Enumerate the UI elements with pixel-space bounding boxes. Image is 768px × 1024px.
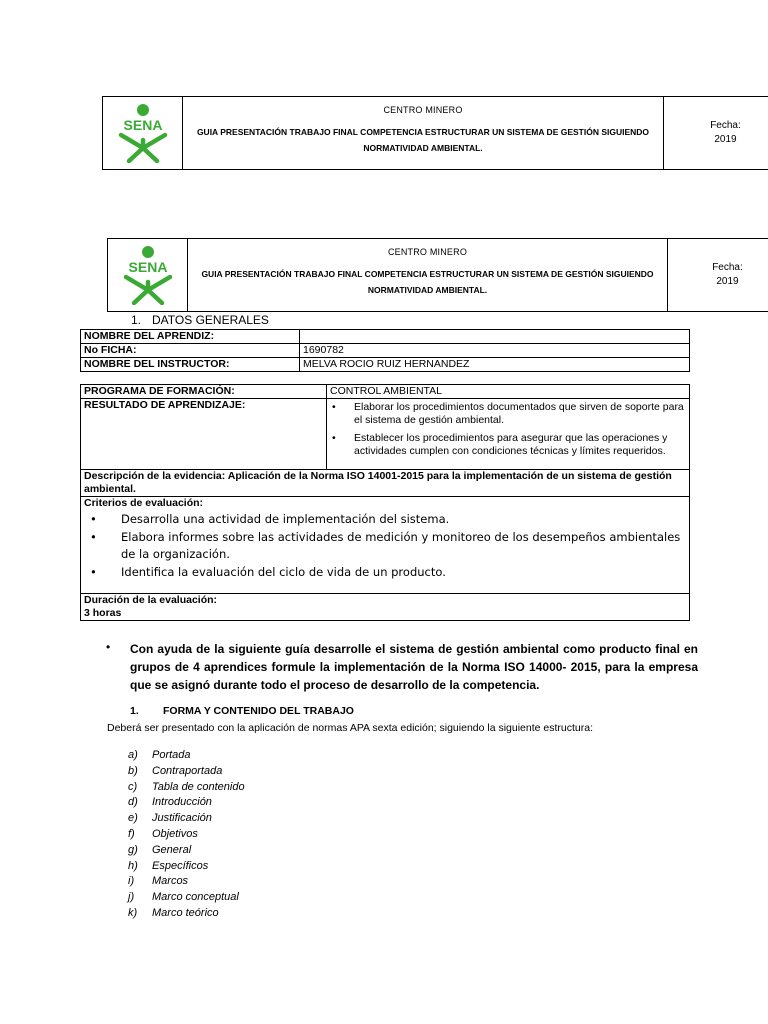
sena-logo-icon <box>115 103 171 163</box>
fecha-label: Fecha: <box>712 262 743 273</box>
guide-title-line2: NORMATIVIDAD AMBIENTAL. <box>363 143 483 153</box>
sena-logo <box>103 97 183 169</box>
list-letter: d) <box>128 796 138 809</box>
header-title-cell <box>188 239 668 311</box>
sena-logo-second <box>108 239 188 311</box>
table-row <box>81 358 690 372</box>
list-text: Contraportada <box>152 764 223 777</box>
criterios-label: Criterios de evaluación: <box>84 497 204 509</box>
table-row <box>81 344 690 358</box>
list-item <box>128 811 245 827</box>
instructor-value: MELVA ROCIO RUIZ HERNANDEZ <box>300 358 690 372</box>
list-text: Específicos <box>152 859 209 872</box>
list-letter: j) <box>128 891 135 904</box>
fecha-value: 2019 <box>716 276 739 287</box>
list-letter: c) <box>128 780 138 793</box>
fecha-label: Fecha: <box>710 120 741 131</box>
fecha-value: 2019 <box>714 134 737 145</box>
programa-label: PROGRAMA DE FORMACIÓN: <box>81 385 327 399</box>
header-block-top <box>102 96 768 170</box>
table-row <box>81 385 690 399</box>
list-letter: i) <box>128 875 135 888</box>
resultado-item: • Elaborar los procedimientos documentados que sirven de soporte para el sistema de gestión ambiental. <box>330 401 686 427</box>
aprendiz-value <box>300 330 690 344</box>
forma-section-number: 1. <box>130 705 139 717</box>
aprendiz-label: NOMBRE DEL APRENDIZ: <box>81 330 300 344</box>
table-row <box>81 594 690 621</box>
section-number: 1. <box>131 313 142 327</box>
datos-generales-table <box>80 329 690 372</box>
forma-section-title: FORMA Y CONTENIDO DEL TRABAJO <box>163 705 354 717</box>
table-row <box>81 330 690 344</box>
guide-title-line1: GUIA PRESENTACIÓN TRABAJO FINAL COMPETENCIA ESTRUCTURAR UN SISTEMA DE GESTIÓN SIGUIENDO <box>196 127 650 137</box>
list-letter: h) <box>128 859 138 872</box>
criterio-item: • Desarrolla una actividad de implementación del sistema. <box>84 511 686 528</box>
list-text: General <box>152 843 192 856</box>
forma-intro: Deberá ser presentado con la aplicación de normas APA sexta edición; siguiendo la siguiente estructura: <box>107 722 594 734</box>
section-title: DATOS GENERALES <box>152 313 269 327</box>
list-item <box>128 874 245 890</box>
center-title: CENTRO MINERO <box>387 247 468 257</box>
table-row <box>81 399 690 470</box>
list-text: Tabla de contenido <box>152 780 245 793</box>
duracion-label: Duración de la evaluación: <box>84 594 218 606</box>
header-date-cell <box>664 97 768 169</box>
list-text: Marco teórico <box>152 906 219 919</box>
table-row <box>81 470 690 497</box>
criterio-item: • Identifica la evaluación del ciclo de vida de un producto. <box>84 564 686 581</box>
duracion-value: 3 horas <box>84 607 122 619</box>
programa-value: CONTROL AMBIENTAL <box>327 385 690 399</box>
descripcion-evidencia: Descripción de la evidencia: Aplicación de la Norma ISO 14001-2015 para la implementación de un sistema de gestión ambiental. <box>81 470 690 497</box>
ficha-label: No FICHA: <box>81 344 300 358</box>
sena-logo-text: SENA <box>128 259 167 275</box>
list-text: Portada <box>152 749 191 761</box>
list-text: Marcos <box>152 875 189 888</box>
programa-table <box>80 384 690 621</box>
resultado-label: RESULTADO DE APRENDIZAJE: <box>81 399 327 470</box>
list-text: Introducción <box>152 796 212 809</box>
header-title-cell <box>183 97 664 169</box>
guide-title-line1: GUIA PRESENTACIÓN TRABAJO FINAL COMPETENCIA ESTRUCTURAR UN SISTEMA DE GESTIÓN SIGUIENDO <box>201 269 654 279</box>
list-letter: a) <box>128 749 138 761</box>
list-letter: g) <box>128 843 138 856</box>
instruction-paragraph: Con ayuda de la siguiente guía desarrolle el sistema de gestión ambiental como producto final en grupos de 4 aprendices formule la implementación de la Norma ISO 14000- 2015, para la empresa que se asignó durante todo el proceso de desarrollo de la competencia. <box>130 642 698 692</box>
list-letter: k) <box>128 906 138 919</box>
sena-logo-text: SENA <box>123 117 162 133</box>
header-date-cell <box>668 239 768 311</box>
guide-title-line2: NORMATIVIDAD AMBIENTAL. <box>367 285 488 295</box>
list-letter: e) <box>128 812 138 825</box>
criterio-item: • Elabora informes sobre las actividades de medición y monitoreo de los desempeños ambientales de la organización. <box>84 529 686 563</box>
center-title: CENTRO MINERO <box>383 105 463 115</box>
resultados-cell <box>327 399 690 470</box>
table-row <box>81 497 690 594</box>
list-text: Marco conceptual <box>152 891 239 904</box>
duracion-cell <box>81 594 690 621</box>
structure-list <box>128 748 245 922</box>
criterios-cell <box>81 497 690 594</box>
list-item <box>128 780 245 796</box>
sena-logo-icon <box>120 245 176 305</box>
list-item <box>128 906 245 922</box>
list-letter: b) <box>128 764 138 777</box>
list-item <box>128 764 245 780</box>
instructor-label: NOMBRE DEL INSTRUCTOR: <box>81 358 300 372</box>
list-item <box>128 843 245 859</box>
list-item <box>128 859 245 875</box>
list-item <box>128 748 245 764</box>
ficha-value: 1690782 <box>300 344 690 358</box>
instruction-bullet: • <box>106 640 111 654</box>
list-text: Objetivos <box>152 827 198 840</box>
list-item <box>128 827 245 843</box>
resultado-item: • Establecer los procedimientos para asegurar que las operaciones y actividades cumplen con condiciones técnicas y límites requeridos. <box>330 432 686 458</box>
list-letter: f) <box>128 827 135 840</box>
list-text: Justificación <box>152 812 212 825</box>
list-item <box>128 890 245 906</box>
list-item <box>128 795 245 811</box>
header-block-second <box>107 238 768 312</box>
